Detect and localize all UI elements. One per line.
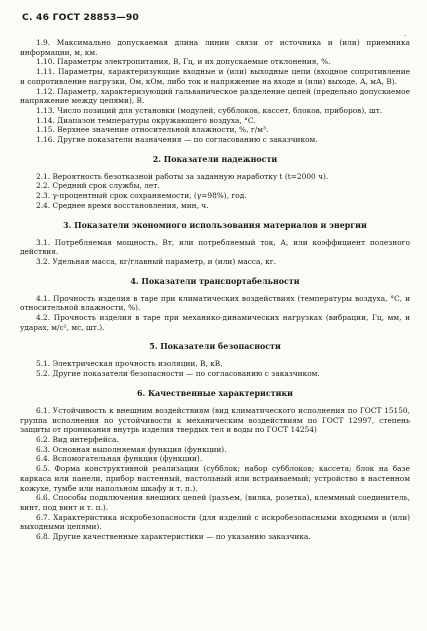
paragraph: 6.5. Форма конструктивной реализации (субблок; набор субблоков; кассета; блок на базе каркаса или панели, прибор настенный, настольный или встраиваемый; устройство в настенном кожухе, тумбе или напольном шкафу и т. п.). <box>20 464 410 493</box>
paragraph: 1.14. Диапазон температуры окружающего воздуха, °С. <box>36 115 256 125</box>
paragraph: 6.4. Вспомогательная функция (функции). <box>36 454 203 464</box>
section-heading: 4. Показатели транспортабельности <box>130 276 300 286</box>
paragraph: 1.11. Параметры, характеризующие входные и (или) выходные цепи (входное сопротивление и сопротивление нагрузки, Ом, кОм, либо ток и напряжение на входе и (или) выходе, А, мА, В). <box>20 67 410 86</box>
paragraph: 2.4. Среднее время восстановления, мин, ч. <box>36 200 209 210</box>
paragraph: 5.1. Электрическая прочность изоляции, В, кВ. <box>36 359 223 369</box>
section-heading: 6. Качественные характеристики <box>136 388 294 398</box>
paragraph: 6.1. Устойчивость к внешним воздействиям (вид климатического исполнения по ГОСТ 15150, группа исполнения по устойчивости к механическим воздействиям по ГОСТ 12997, степень защиты от проникания внутрь изделия твердых тел и воды по ГОСТ 14254) <box>20 405 410 435</box>
section-heading: 3. Показатели экономного использования материалов и энергии <box>63 220 367 230</box>
paragraph: 2.3. γ-процентный срок сохраняемости, (γ=98%), год. <box>36 191 247 201</box>
paragraph: 3.2. Удельная масса, кг/главный параметр, и (или) масса, кг. <box>36 256 276 266</box>
paragraph: 1.13. Число позиций для установки (модулей, субблоков, кассет, блоков, приборов), шт. <box>36 105 383 115</box>
paragraph: 1.12. Параметр, характеризующий гальваническое разделение цепей (предельно допускаемое напряжение между цепями), В. <box>20 86 410 106</box>
paragraph: 3.1. Потребляемая мощность, Вт, или потребляемый ток, А, или коэффициент полезного действия. <box>20 237 410 257</box>
section-heading: 2. Показатели надежности <box>152 154 278 164</box>
paragraph: 4.2. Прочность изделия в таре при механико-динамических нагрузках (вибрации, Гц, мм, и ударах, м/с², мс, шт.). <box>20 313 410 332</box>
paragraph: 1.16. Другие показатели назначения — по согласованию с заказчиком. <box>36 135 318 145</box>
paragraph: 6.2. Вид интерфейса. <box>36 434 119 444</box>
paragraph: 1.9. Максимально допускаемая длина линии связи от источника и (или) приемника информации, м, км. <box>20 38 410 57</box>
paragraph: 1.15. Верхнее значение относительной влажности, %, г/м³. <box>36 125 269 135</box>
paragraph: 2.2. Средний срок службы, лет. <box>36 181 160 191</box>
paragraph: 6.8. Другие качественные характеристики — по указанию заказчика. <box>36 532 311 542</box>
paragraph: 6.7. Характеристика искробезопасности (для изделий с искробезопасными входными и (или) выходными цепями). <box>20 512 410 532</box>
section-heading: 5. Показатели безопасности <box>149 342 281 352</box>
paragraph: 6.3. Основная выполняемая функция (функции). <box>36 444 227 454</box>
paragraph: 2.1. Вероятность безотказной работы за заданную наработку t (t=2000 ч). <box>36 171 329 181</box>
page-header: С. 46 ГОСТ 28853—90 <box>22 12 140 23</box>
scan-mark: · <box>404 32 407 40</box>
paragraph: 6.6. Способы подключения внешних цепей (разъем, (вилка, розетка), клеммный соединитель, винт, под винт и т. п.). <box>20 493 410 512</box>
paragraph: 5.2. Другие показатели безопасности — по согласованию с заказчиком. <box>36 369 320 379</box>
paragraph: 4.1. Прочность изделия в таре при климатических воздействиях (температуры воздуха, °С, и относительной влажности, %). <box>20 293 410 313</box>
paragraph: 1.10. Параметры электропитания, В, Гц, и их допускаемые отклонения, %. <box>36 57 331 67</box>
document-body <box>20 38 410 542</box>
